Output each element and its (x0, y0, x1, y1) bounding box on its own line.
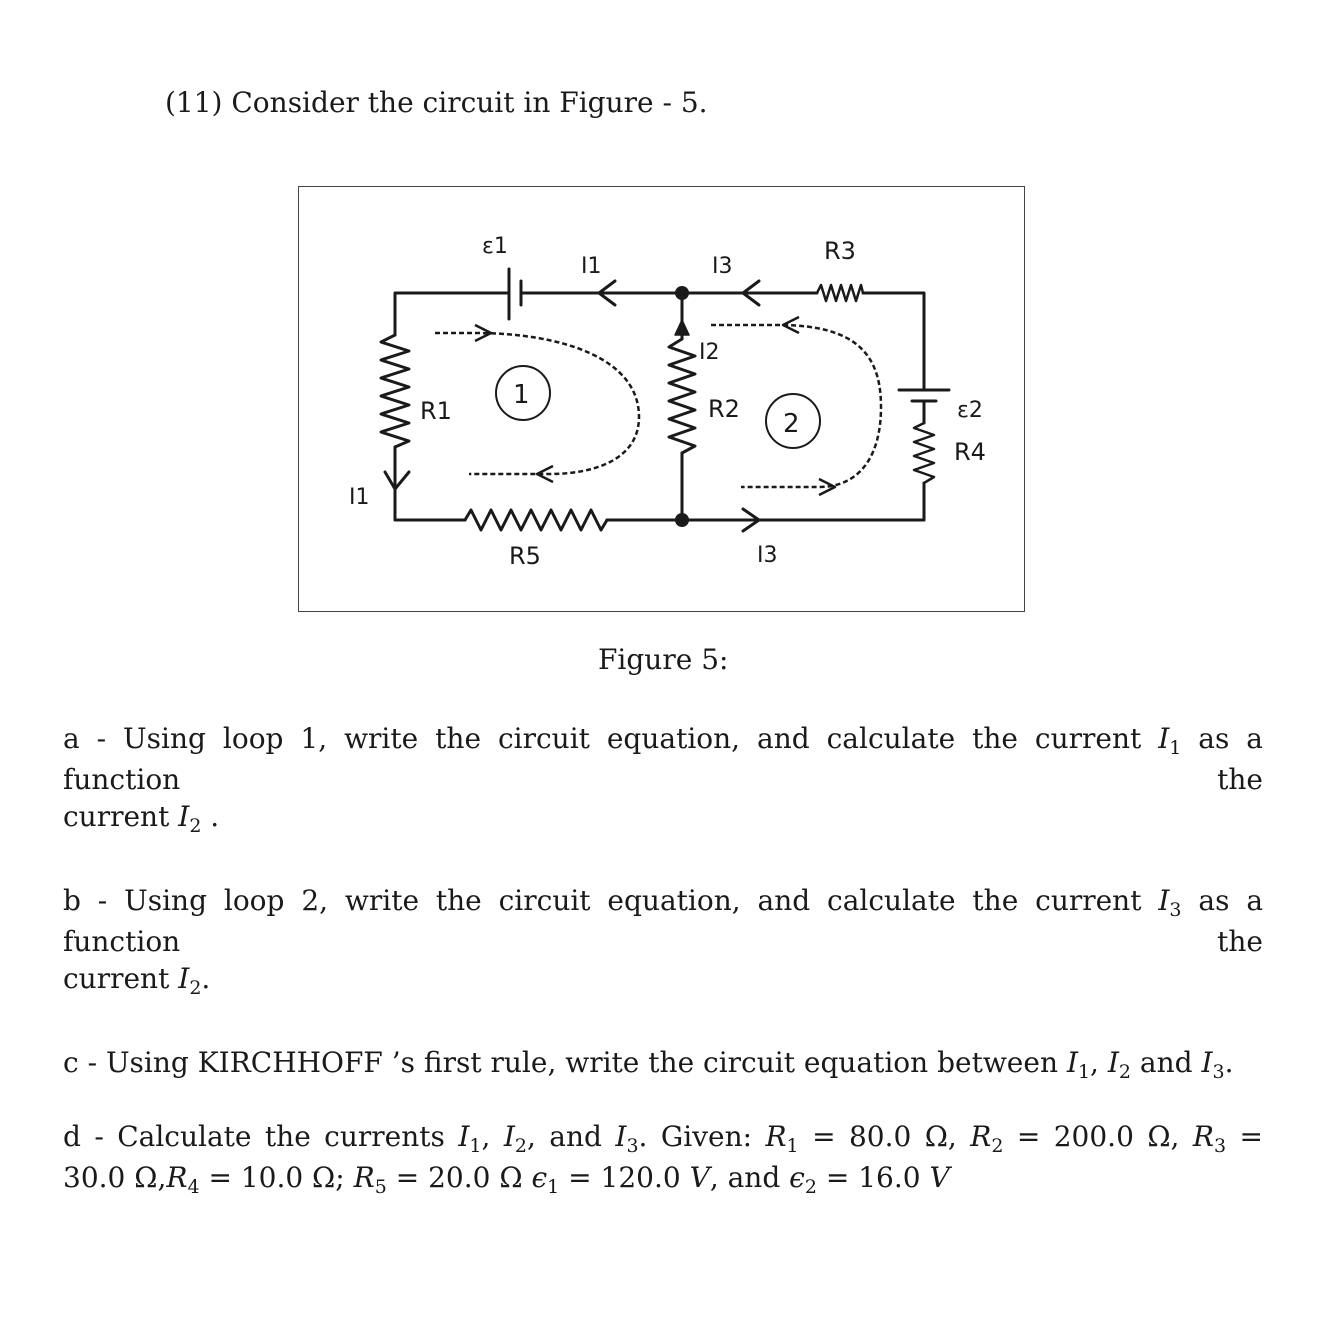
part-d-comma: , (481, 1120, 491, 1153)
part-d-line1 (63, 1118, 1263, 1159)
loop2-arrow-top (783, 317, 799, 333)
part-b-lead: b - Using loop 2, write the circuit equation, and calculate the current (63, 884, 1142, 917)
arrow-i2 (675, 320, 689, 335)
part-a-end: . (201, 800, 220, 833)
var-i3: $I_3$ (1158, 884, 1182, 921)
label-r1: R1 (420, 397, 452, 425)
value-r1: = 80.0 Ω, (812, 1120, 957, 1153)
wire-left-bottom (395, 447, 465, 520)
part-d-line2 (63, 1159, 1263, 1200)
var-e1: $\epsilon_1$ (531, 1161, 560, 1198)
label-i3-top: I3 (712, 254, 733, 279)
part-a-lead: a - Using loop 1, write the circuit equation, and calculate the current (63, 722, 1142, 755)
circuit-figure (298, 186, 1025, 612)
part-b-line1 (63, 882, 1263, 960)
junction-top (675, 286, 689, 300)
label-i2: I2 (699, 340, 720, 365)
part-b-mid: as a function the (63, 884, 1264, 958)
part-a-line2 (63, 798, 1263, 839)
unit-e2: V (929, 1161, 950, 1194)
value-r5: = 20.0 Ω (395, 1161, 523, 1194)
label-emf1: ε1 (482, 234, 508, 259)
var-i2: $I_2$ (1107, 1046, 1132, 1083)
resistor-r3 (817, 285, 863, 301)
var-r3: $R_3$ (1192, 1120, 1227, 1157)
var-i2: $I_2$ (178, 800, 202, 837)
part-c-comma: , (1090, 1046, 1099, 1079)
label-emf2: ε2 (957, 398, 983, 423)
label-r4: R4 (954, 438, 986, 466)
part-b-current: current (63, 962, 170, 995)
equals-r3: = (1239, 1120, 1263, 1153)
var-i3: $I_3$ (615, 1120, 639, 1157)
junction-bottom (675, 513, 689, 527)
label-i3-bottom: I3 (757, 543, 778, 568)
label-i1-left: I1 (349, 485, 370, 510)
var-e2: $\epsilon_2$ (789, 1161, 817, 1198)
part-d-and: , and (526, 1120, 602, 1153)
part-a-current: current (63, 800, 170, 833)
part-c-lead: c - Using KIRCHHOFF ’s first rule, write the circuit equation between (63, 1046, 1058, 1079)
var-r4: $R_4$ (166, 1161, 200, 1198)
part-d (63, 1118, 1263, 1200)
part-c-line1 (63, 1044, 1263, 1085)
part-a (63, 720, 1263, 839)
question-title: (11) Consider the circuit in Figure - 5. (165, 86, 708, 119)
part-b-end: . (201, 962, 211, 995)
var-i2: $I_2$ (178, 962, 202, 999)
var-i1: $I_1$ (458, 1120, 482, 1157)
var-i2: $I_2$ (503, 1120, 527, 1157)
circuit-diagram (299, 187, 1026, 613)
label-r3: R3 (824, 237, 856, 265)
resistor-r5 (465, 510, 607, 530)
var-r5: $R_5$ (353, 1161, 387, 1198)
value-e2: = 16.0 (825, 1161, 921, 1194)
label-r2: R2 (708, 395, 740, 423)
part-d-given: . Given: (638, 1120, 753, 1153)
var-i1: $I_1$ (1158, 722, 1182, 759)
unit-e1: V (689, 1161, 710, 1194)
part-c (63, 1044, 1263, 1085)
part-c-end: . (1224, 1046, 1234, 1079)
part-d-lead: d - Calculate the currents (63, 1120, 445, 1153)
resistor-r1 (381, 335, 409, 447)
label-loop2: 2 (783, 409, 800, 439)
value-r4: = 10.0 Ω; (208, 1161, 345, 1194)
part-b-line2 (63, 960, 1263, 1001)
label-loop1: 1 (513, 380, 530, 410)
part-a-line1 (63, 720, 1263, 798)
value-r3: 30.0 Ω, (63, 1161, 167, 1194)
loop1-path (435, 333, 639, 474)
var-i3: $I_3$ (1201, 1046, 1225, 1083)
value-e1: = 120.0 (568, 1161, 681, 1194)
label-r5: R5 (509, 542, 541, 570)
var-r2: $R_2$ (970, 1120, 1004, 1157)
resistor-r4 (914, 423, 934, 483)
part-b (63, 882, 1263, 1001)
wire-top-left (395, 293, 507, 335)
label-i1-top: I1 (581, 254, 602, 279)
resistor-r2 (669, 339, 695, 453)
part-a-mid: as a function the (63, 722, 1264, 796)
figure-caption: Figure 5: (598, 643, 729, 676)
var-r1: $R_1$ (765, 1120, 799, 1157)
part-c-and: and (1139, 1046, 1193, 1079)
arrow-i1-left (385, 472, 409, 489)
part-d-e-and: , and (709, 1161, 781, 1194)
value-r2: = 200.0 Ω, (1016, 1120, 1180, 1153)
var-i1: $I_1$ (1066, 1046, 1091, 1083)
